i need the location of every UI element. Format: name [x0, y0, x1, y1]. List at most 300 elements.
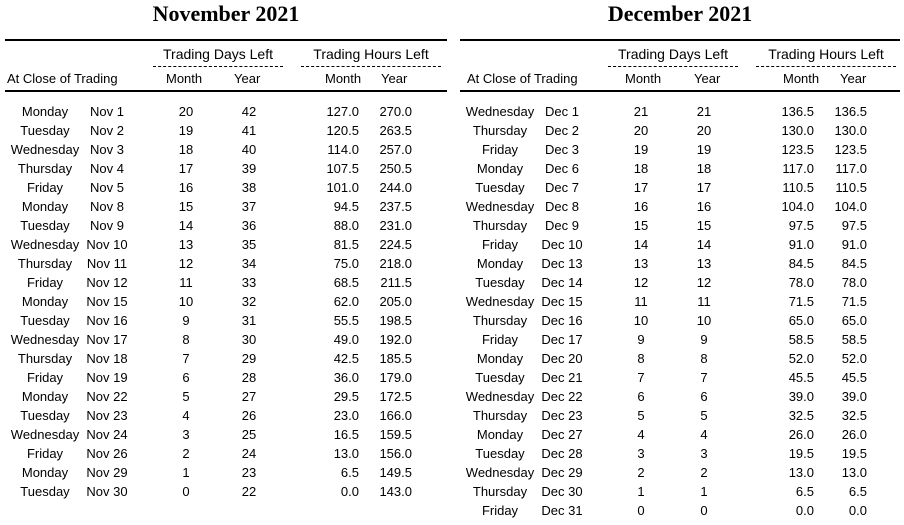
table-row [460, 503, 900, 522]
hours-month-cell: 39.0 [788, 389, 814, 404]
table-row [5, 332, 447, 351]
hours-year-cell: 143.0 [379, 484, 412, 499]
hours-year-cell: 123.5 [834, 142, 867, 157]
date-cell: Nov 24 [86, 427, 128, 442]
day-cell: Friday [481, 332, 519, 347]
date-cell: Nov 2 [90, 123, 124, 138]
hours-month-cell: 81.5 [333, 237, 359, 252]
hours-month-cell: 6.5 [795, 484, 814, 499]
hours-month-cell: 110.5 [782, 180, 814, 195]
date-cell: Nov 1 [90, 104, 124, 119]
table-row [460, 294, 900, 313]
day-cell: Thursday [472, 123, 528, 138]
day-cell: Monday [21, 294, 69, 309]
days-month-cell: 15 [633, 218, 649, 233]
date-cell: Dec 1 [545, 104, 579, 119]
hours-year-cell: 110.5 [835, 180, 867, 195]
hours-month-cell: 6.5 [340, 465, 359, 480]
hours-year-cell: 104.0 [834, 199, 867, 214]
date-cell: Nov 18 [86, 351, 128, 366]
table-row [460, 275, 900, 294]
day-cell: Thursday [472, 484, 528, 499]
hours-year-cell: 97.5 [841, 218, 867, 233]
hours-year-cell: 211.5 [380, 275, 412, 290]
days-month-cell: 15 [178, 199, 194, 214]
table-row [460, 256, 900, 275]
days-month-cell: 3 [182, 427, 190, 442]
hours-month-cell: 19.5 [788, 446, 814, 461]
table-title: December 2021 [607, 1, 753, 26]
days-month-cell: 6 [637, 389, 645, 404]
date-cell: Dec 14 [541, 275, 583, 290]
table-row [460, 199, 900, 218]
day-cell: Wednesday [465, 104, 535, 119]
day-cell: Wednesday [465, 465, 535, 480]
days-month-cell: 7 [637, 370, 645, 385]
table-title: November 2021 [152, 1, 300, 26]
hours-year-cell: 26.0 [841, 427, 867, 442]
day-cell: Friday [481, 503, 519, 518]
days-year-cell: 16 [696, 199, 712, 214]
days-month-cell: 8 [637, 351, 645, 366]
day-cell: Tuesday [475, 275, 525, 290]
day-cell: Wednesday [10, 427, 80, 442]
hours-month-cell: 49.0 [333, 332, 359, 347]
table-row [460, 218, 900, 237]
hours-year-cell: 179.0 [379, 370, 412, 385]
days-year-cell: 14 [696, 237, 712, 252]
date-cell: Nov 23 [86, 408, 128, 423]
days-year-cell: 26 [241, 408, 257, 423]
days-year-cell: 0 [700, 503, 708, 518]
days-year-cell: 22 [241, 484, 257, 499]
date-cell: Dec 10 [541, 237, 583, 252]
table-row [5, 370, 447, 389]
hours-month-cell: 78.0 [788, 275, 814, 290]
days-year-cell: 41 [241, 123, 257, 138]
hours-month-cell: 84.5 [788, 256, 814, 271]
date-cell: Nov 19 [86, 370, 128, 385]
hours-month-cell: 130.0 [781, 123, 814, 138]
hours-year-cell: 0.0 [848, 503, 867, 518]
days-year-cell: 12 [696, 275, 712, 290]
hours-year-cell: 117.0 [835, 161, 867, 176]
days-month-cell: 12 [633, 275, 649, 290]
days-month-cell: 10 [178, 294, 194, 309]
day-cell: Tuesday [475, 446, 525, 461]
days-month-cell: 16 [633, 199, 649, 214]
days-year-cell: 29 [241, 351, 257, 366]
days-month-header: Month [166, 71, 203, 86]
hours-year-cell: 91.0 [841, 237, 867, 252]
date-cell: Dec 7 [545, 180, 579, 195]
days-year-cell: 7 [700, 370, 708, 385]
divider [5, 90, 447, 92]
divider [5, 39, 447, 41]
day-cell: Tuesday [20, 484, 70, 499]
table-row [460, 484, 900, 503]
day-cell: Thursday [17, 256, 73, 271]
date-cell: Dec 17 [541, 332, 583, 347]
hours-month-cell: 136.5 [781, 104, 814, 119]
day-cell: Friday [481, 237, 519, 252]
days-year-cell: 19 [696, 142, 712, 157]
divider [608, 66, 738, 67]
hours-year-header: Year [840, 71, 867, 86]
hours-month-cell: 23.0 [333, 408, 359, 423]
table-row [460, 427, 900, 446]
days-year-cell: 4 [700, 427, 708, 442]
day-cell: Wednesday [465, 199, 535, 214]
table-row [5, 218, 447, 237]
hours-month-cell: 94.5 [333, 199, 359, 214]
divider [460, 90, 900, 92]
day-cell: Wednesday [465, 294, 535, 309]
days-month-cell: 1 [182, 465, 190, 480]
day-cell: Tuesday [475, 180, 525, 195]
at-close-header: At Close of Trading [7, 71, 118, 86]
date-cell: Dec 23 [541, 408, 583, 423]
days-year-cell: 13 [696, 256, 712, 271]
table-row [5, 275, 447, 294]
hours-month-cell: 104.0 [781, 199, 814, 214]
date-cell: Nov 16 [86, 313, 128, 328]
hours-year-cell: 6.5 [848, 484, 867, 499]
days-year-cell: 23 [241, 465, 257, 480]
days-year-cell: 10 [696, 313, 712, 328]
table-row [5, 465, 447, 484]
days-month-cell: 13 [633, 256, 649, 271]
hours-month-cell: 114.0 [327, 142, 359, 157]
table-row [5, 389, 447, 408]
days-month-cell: 5 [182, 389, 190, 404]
day-cell: Friday [26, 275, 64, 290]
table-body [5, 104, 447, 503]
hours-month-cell: 45.5 [788, 370, 814, 385]
days-year-cell: 15 [696, 218, 712, 233]
hours-year-cell: 130.0 [834, 123, 867, 138]
hours-year-cell: 19.5 [841, 446, 867, 461]
days-month-cell: 8 [182, 332, 190, 347]
hours-year-cell: 224.5 [379, 237, 412, 252]
hours-year-cell: 52.0 [841, 351, 867, 366]
divider [153, 66, 283, 67]
date-cell: Dec 2 [545, 123, 579, 138]
table-row [460, 161, 900, 180]
date-cell: Dec 27 [541, 427, 583, 442]
hours-year-cell: 257.0 [379, 142, 412, 157]
days-year-header: Year [694, 71, 721, 86]
hours-month-cell: 0.0 [340, 484, 359, 499]
day-cell: Thursday [472, 408, 528, 423]
hours-year-cell: 231.0 [379, 218, 412, 233]
hours-year-cell: 32.5 [841, 408, 867, 423]
days-year-cell: 2 [700, 465, 708, 480]
trading-hours-left-header: Trading Hours Left [313, 46, 429, 62]
date-cell: Nov 8 [90, 199, 124, 214]
hours-year-cell: 250.5 [379, 161, 412, 176]
table-row [460, 237, 900, 256]
day-cell: Friday [26, 180, 64, 195]
table-row [460, 351, 900, 370]
table-row [460, 465, 900, 484]
hours-month-cell: 117.0 [782, 161, 814, 176]
days-month-cell: 12 [178, 256, 194, 271]
date-cell: Nov 11 [86, 256, 128, 271]
days-year-cell: 35 [241, 237, 257, 252]
date-cell: Dec 9 [545, 218, 579, 233]
hours-year-cell: 149.5 [379, 465, 412, 480]
hours-month-cell: 75.0 [333, 256, 359, 271]
hours-year-cell: 156.0 [379, 446, 412, 461]
days-year-cell: 40 [241, 142, 257, 157]
hours-year-cell: 136.5 [834, 104, 867, 119]
table-row [460, 370, 900, 389]
hours-year-cell: 78.0 [841, 275, 867, 290]
table-row [460, 313, 900, 332]
days-month-cell: 0 [182, 484, 190, 499]
day-cell: Monday [21, 389, 69, 404]
date-cell: Nov 26 [86, 446, 128, 461]
hours-month-cell: 36.0 [333, 370, 359, 385]
table-row [5, 256, 447, 275]
date-cell: Dec 21 [541, 370, 583, 385]
hours-year-cell: 65.0 [841, 313, 867, 328]
days-month-cell: 3 [637, 446, 645, 461]
day-cell: Friday [26, 370, 64, 385]
date-cell: Nov 30 [86, 484, 128, 499]
table-row [5, 161, 447, 180]
hours-month-cell: 58.5 [788, 332, 814, 347]
days-year-header: Year [234, 71, 261, 86]
days-month-cell: 0 [637, 503, 645, 518]
table-row [5, 199, 447, 218]
hours-year-cell: 263.5 [379, 123, 412, 138]
hours-month-cell: 71.5 [788, 294, 814, 309]
divider [460, 39, 900, 41]
days-year-cell: 5 [700, 408, 708, 423]
days-year-cell: 20 [696, 123, 712, 138]
table-row [5, 427, 447, 446]
days-year-cell: 6 [700, 389, 708, 404]
days-month-cell: 7 [182, 351, 190, 366]
date-cell: Dec 20 [541, 351, 583, 366]
day-cell: Wednesday [10, 142, 80, 157]
days-month-cell: 18 [633, 161, 649, 176]
date-cell: Dec 13 [541, 256, 583, 271]
date-cell: Dec 22 [541, 389, 583, 404]
hours-year-cell: 205.0 [379, 294, 412, 309]
day-cell: Monday [476, 256, 524, 271]
date-cell: Dec 28 [541, 446, 583, 461]
table-row [5, 180, 447, 199]
days-month-cell: 5 [637, 408, 645, 423]
days-month-cell: 6 [182, 370, 190, 385]
day-cell: Tuesday [20, 313, 70, 328]
date-cell: Nov 10 [86, 237, 128, 252]
day-cell: Thursday [17, 161, 73, 176]
hours-year-cell: 159.5 [379, 427, 412, 442]
days-month-cell: 4 [637, 427, 645, 442]
hours-year-cell: 45.5 [841, 370, 867, 385]
days-month-cell: 11 [179, 275, 193, 290]
days-month-cell: 14 [178, 218, 194, 233]
hours-year-cell: 198.5 [379, 313, 412, 328]
days-year-cell: 39 [241, 161, 257, 176]
day-cell: Wednesday [10, 237, 80, 252]
table-row [5, 408, 447, 427]
days-year-cell: 24 [241, 446, 257, 461]
hours-year-cell: 270.0 [379, 104, 412, 119]
table-row [5, 237, 447, 256]
hours-year-cell: 172.5 [379, 389, 412, 404]
hours-year-cell: 192.0 [379, 332, 412, 347]
days-month-cell: 11 [634, 294, 648, 309]
hours-month-cell: 13.0 [333, 446, 359, 461]
table-row [5, 313, 447, 332]
day-cell: Monday [21, 104, 69, 119]
hours-month-cell: 88.0 [333, 218, 359, 233]
days-month-cell: 13 [178, 237, 194, 252]
table-row [460, 123, 900, 142]
date-cell: Nov 12 [86, 275, 128, 290]
date-cell: Dec 6 [545, 161, 579, 176]
days-month-cell: 19 [633, 142, 649, 157]
day-cell: Monday [21, 199, 69, 214]
day-cell: Thursday [472, 218, 528, 233]
days-year-cell: 38 [241, 180, 257, 195]
days-year-cell: 17 [696, 180, 712, 195]
date-cell: Dec 3 [545, 142, 579, 157]
days-month-cell: 20 [178, 104, 194, 119]
days-year-cell: 42 [241, 104, 257, 119]
days-month-cell: 17 [633, 180, 649, 195]
trading-days-left-header: Trading Days Left [163, 46, 273, 62]
table-row [460, 408, 900, 427]
hours-month-cell: 29.5 [333, 389, 359, 404]
hours-month-header: Month [325, 71, 362, 86]
date-cell: Dec 30 [541, 484, 583, 499]
date-cell: Nov 29 [86, 465, 128, 480]
date-cell: Dec 8 [545, 199, 579, 214]
hours-year-cell: 58.5 [841, 332, 867, 347]
hours-month-cell: 97.5 [788, 218, 814, 233]
day-cell: Thursday [17, 351, 73, 366]
day-cell: Wednesday [10, 332, 80, 347]
days-month-cell: 16 [178, 180, 194, 195]
hours-month-cell: 68.5 [333, 275, 359, 290]
hours-month-cell: 55.5 [333, 313, 359, 328]
hours-year-header: Year [381, 71, 408, 86]
hours-year-cell: 84.5 [841, 256, 867, 271]
days-month-header: Month [625, 71, 662, 86]
days-year-cell: 33 [241, 275, 257, 290]
hours-month-cell: 26.0 [788, 427, 814, 442]
at-close-header: At Close of Trading [467, 71, 578, 86]
day-cell: Friday [481, 142, 519, 157]
hours-month-cell: 127.0 [326, 104, 359, 119]
table-row [460, 446, 900, 465]
days-year-cell: 25 [241, 427, 257, 442]
days-month-cell: 10 [633, 313, 649, 328]
hours-month-cell: 62.0 [333, 294, 359, 309]
days-month-cell: 20 [633, 123, 649, 138]
days-month-cell: 21 [633, 104, 649, 119]
hours-month-cell: 101.0 [326, 180, 359, 195]
day-cell: Thursday [472, 313, 528, 328]
hours-month-cell: 32.5 [788, 408, 814, 423]
days-year-cell: 8 [700, 351, 708, 366]
table-row [5, 142, 447, 161]
days-month-cell: 1 [637, 484, 645, 499]
days-month-cell: 9 [637, 332, 645, 347]
trading-days-left-header: Trading Days Left [618, 46, 728, 62]
days-year-cell: 1 [700, 484, 708, 499]
date-cell: Nov 15 [86, 294, 128, 309]
days-year-cell: 34 [241, 256, 257, 271]
date-cell: Dec 15 [541, 294, 583, 309]
divider [756, 66, 896, 67]
hours-year-cell: 244.0 [379, 180, 412, 195]
hours-month-cell: 65.0 [788, 313, 814, 328]
day-cell: Friday [26, 446, 64, 461]
hours-month-cell: 91.0 [788, 237, 814, 252]
hours-year-cell: 218.0 [379, 256, 412, 271]
day-cell: Monday [21, 465, 69, 480]
hours-month-cell: 107.5 [326, 161, 359, 176]
days-year-cell: 18 [696, 161, 712, 176]
table-row [460, 104, 900, 123]
hours-year-cell: 185.5 [379, 351, 412, 366]
hours-month-cell: 13.0 [788, 465, 814, 480]
days-year-cell: 21 [696, 104, 712, 119]
date-cell: Dec 29 [541, 465, 583, 480]
day-cell: Monday [476, 427, 524, 442]
date-cell: Nov 22 [86, 389, 128, 404]
date-cell: Nov 9 [90, 218, 124, 233]
hours-year-cell: 237.5 [379, 199, 412, 214]
hours-year-cell: 166.0 [379, 408, 412, 423]
table-row [5, 446, 447, 465]
day-cell: Tuesday [20, 408, 70, 423]
date-cell: Nov 4 [90, 161, 124, 176]
hours-month-cell: 42.5 [333, 351, 359, 366]
table-row [460, 142, 900, 161]
table-body [460, 104, 900, 522]
table-row [460, 389, 900, 408]
date-cell: Nov 5 [90, 180, 124, 195]
hours-month-cell: 120.5 [326, 123, 359, 138]
days-month-cell: 2 [182, 446, 190, 461]
table-row [5, 294, 447, 313]
hours-year-cell: 39.0 [841, 389, 867, 404]
table-row [5, 484, 447, 503]
days-month-cell: 4 [182, 408, 190, 423]
days-month-cell: 2 [637, 465, 645, 480]
date-cell: Nov 17 [86, 332, 128, 347]
days-year-cell: 11 [697, 294, 711, 309]
days-year-cell: 27 [241, 389, 257, 404]
day-cell: Monday [476, 351, 524, 366]
days-year-cell: 32 [241, 294, 257, 309]
days-year-cell: 31 [241, 313, 257, 328]
day-cell: Wednesday [465, 389, 535, 404]
date-cell: Dec 31 [541, 503, 583, 518]
days-month-cell: 17 [178, 161, 194, 176]
hours-month-header: Month [783, 71, 820, 86]
hours-month-cell: 52.0 [788, 351, 814, 366]
days-year-cell: 9 [700, 332, 708, 347]
